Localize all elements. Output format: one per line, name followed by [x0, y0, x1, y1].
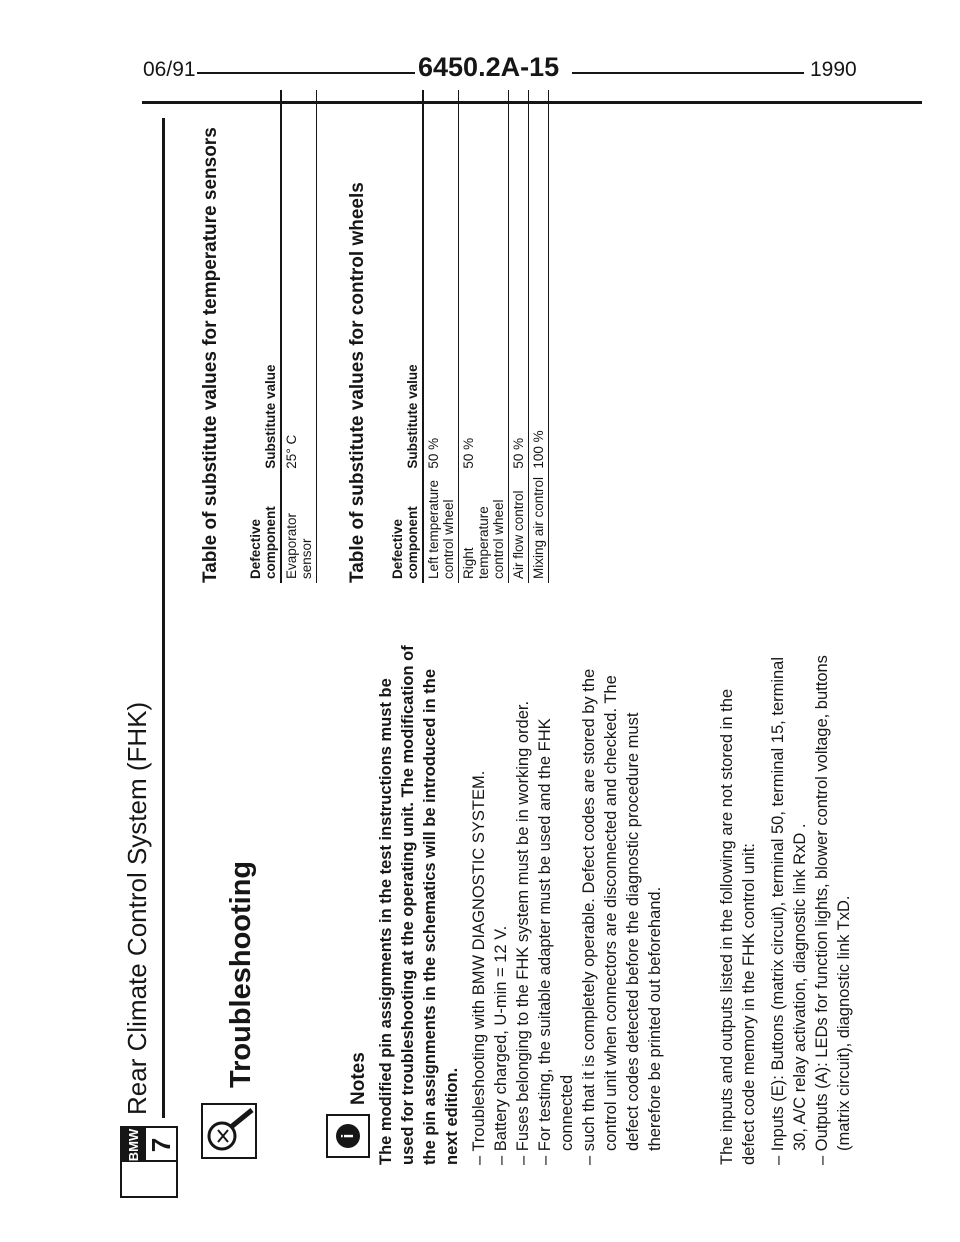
table-cell: Left temperature control wheel [423, 473, 459, 583]
table-cell: Right temperature control wheel [459, 473, 509, 583]
header-rule-right [572, 72, 804, 74]
column-header: Substitute value [390, 344, 423, 473]
table-cell: Mixing air control [529, 473, 549, 583]
table-cell: 50 % [423, 344, 459, 473]
header-rule-left [197, 72, 415, 74]
column-header: Defective component [248, 473, 281, 583]
list-item: – Outputs (A): LEDs for function lights, blower control voltage, buttons (matrix circuit), diagnostic link TxD. [813, 655, 853, 1165]
io-paragraph: The inputs and outputs listed in the following are not stored in the defect code memory in the FHK control unit: [718, 688, 758, 1165]
header-date: 06/91 [143, 58, 196, 81]
list-item: – For testing, the suitable adapter must be used and the FHK connected [536, 718, 576, 1165]
column-header: Substitute value [248, 344, 281, 473]
sensor-table-title: Table of substitute values for temperature sensors [200, 127, 221, 583]
list-item: – Inputs (E): Buttons (matrix circuit), terminal 50, terminal 15, terminal 30, A/C relay activation, diagnostic link RxD . [769, 656, 809, 1165]
logo-brand: BMW [122, 1128, 146, 1162]
table-cell: 25° C [281, 344, 317, 473]
wheel-substitute-table [390, 90, 549, 583]
running-header [0, 52, 960, 92]
table-cell: 50 % [509, 344, 529, 473]
notes-heading: Notes [348, 1052, 369, 1105]
list-item: – Battery charged, U-min = 12 V. [492, 925, 510, 1165]
table-row [423, 90, 459, 583]
table-cell: Evaporator sensor [281, 473, 317, 583]
notes-bold-paragraph: The modified pin assignments in the test instructions must be used for troubleshooting at the operating unit. The modification of the pin assignments in the schematics will be introduced in the next edition. [377, 645, 461, 1165]
table-cell: Air flow control [509, 473, 529, 583]
header-doc-number: 6450.2A-15 [418, 52, 560, 82]
io-bullet-list [767, 645, 855, 1165]
table-row [459, 90, 509, 583]
troubleshooting-heading: Troubleshooting [225, 860, 257, 1088]
rotated-page-body [100, 90, 920, 1200]
table-row [281, 90, 317, 583]
header-year: 1990 [810, 58, 857, 81]
table-cell: 50 % [459, 344, 509, 473]
column-header: Defective component [390, 473, 423, 583]
table-cell: 100 % [529, 344, 549, 473]
notes-bullet-list [468, 645, 666, 1165]
list-item: – such that it is completely operable. Defect codes are stored by the control unit when connectors are disconnected and checked. The defect codes detected before the diagnostic procedure must therefore be printed out beforehand. [580, 668, 664, 1165]
document-title: Rear Climate Control System (FHK) [122, 701, 152, 1115]
troubleshooting-magnifier-icon [200, 1102, 258, 1160]
table-row [529, 90, 549, 583]
table-row [509, 90, 529, 583]
list-item: – Fuses belonging to the FHK system must be in working order. [514, 700, 532, 1165]
wheel-table-title: Table of substitute values for control wheels [347, 182, 368, 583]
logo-series: 7 [146, 1137, 176, 1153]
info-icon: i [326, 1114, 370, 1158]
bmw-series-logo [120, 1126, 178, 1198]
list-item: – Troubleshooting with BMW DIAGNOSTIC SYSTEM. [470, 770, 488, 1165]
sensor-substitute-table [248, 90, 317, 583]
title-underline [162, 118, 165, 1118]
